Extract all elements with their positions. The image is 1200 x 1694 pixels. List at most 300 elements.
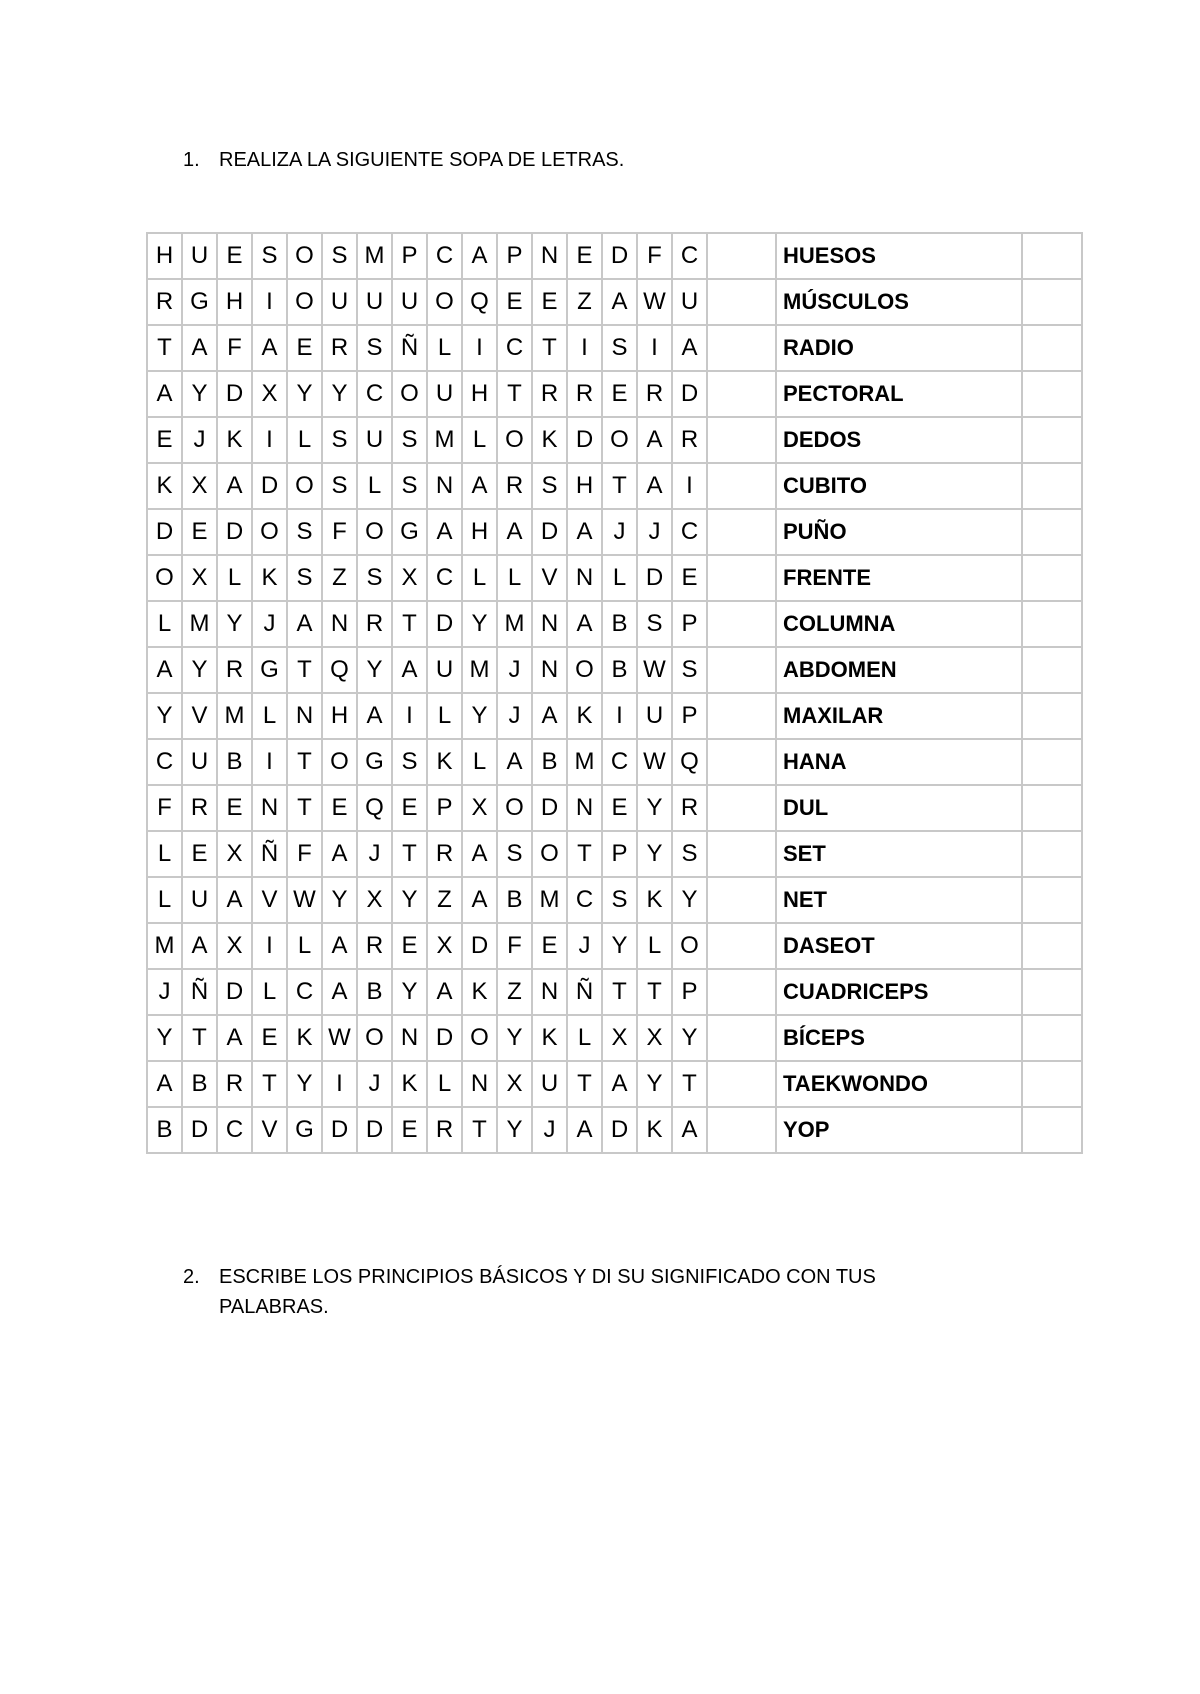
letter-cell: T xyxy=(637,969,672,1015)
letter-cell: B xyxy=(602,601,637,647)
letter-cell: E xyxy=(147,417,182,463)
letter-cell: Y xyxy=(637,1061,672,1107)
letter-cell: D xyxy=(147,509,182,555)
checkmark-cell[interactable] xyxy=(1022,463,1082,509)
letter-cell: L xyxy=(567,1015,602,1061)
letter-cell: K xyxy=(392,1061,427,1107)
word-list-item: CUADRICEPS xyxy=(776,969,1022,1015)
spacer-cell xyxy=(707,1015,776,1061)
checkmark-cell[interactable] xyxy=(1022,325,1082,371)
letter-cell: K xyxy=(567,693,602,739)
letter-cell: U xyxy=(532,1061,567,1107)
spacer-cell xyxy=(707,1107,776,1153)
letter-cell: Ñ xyxy=(182,969,217,1015)
letter-cell: T xyxy=(287,647,322,693)
word-list-item: MÚSCULOS xyxy=(776,279,1022,325)
letter-cell: Q xyxy=(672,739,707,785)
letter-cell: N xyxy=(567,785,602,831)
letter-cell: C xyxy=(672,233,707,279)
letter-cell: D xyxy=(322,1107,357,1153)
spacer-cell xyxy=(707,601,776,647)
checkmark-cell[interactable] xyxy=(1022,1061,1082,1107)
letter-cell: K xyxy=(637,1107,672,1153)
letter-cell: R xyxy=(672,785,707,831)
letter-cell: A xyxy=(567,601,602,647)
letter-cell: R xyxy=(637,371,672,417)
letter-cell: A xyxy=(637,417,672,463)
question-1-text: REALIZA LA SIGUIENTE SOPA DE LETRAS. xyxy=(219,149,625,171)
letter-cell: I xyxy=(462,325,497,371)
letter-cell: J xyxy=(497,647,532,693)
spacer-cell xyxy=(707,371,776,417)
letter-cell: S xyxy=(392,417,427,463)
letter-cell: X xyxy=(462,785,497,831)
letter-cell: Z xyxy=(497,969,532,1015)
letter-cell: A xyxy=(287,601,322,647)
letter-cell: E xyxy=(532,923,567,969)
letter-cell: K xyxy=(532,1015,567,1061)
letter-cell: V xyxy=(252,877,287,923)
spacer-cell xyxy=(707,325,776,371)
checkmark-cell[interactable] xyxy=(1022,969,1082,1015)
letter-cell: T xyxy=(532,325,567,371)
word-list-item: TAEKWONDO xyxy=(776,1061,1022,1107)
letter-cell: N xyxy=(427,463,462,509)
letter-cell: C xyxy=(217,1107,252,1153)
letter-cell: L xyxy=(462,555,497,601)
letter-cell: L xyxy=(637,923,672,969)
spacer-cell xyxy=(707,693,776,739)
letter-cell: C xyxy=(602,739,637,785)
letter-cell: L xyxy=(252,969,287,1015)
letter-cell: X xyxy=(497,1061,532,1107)
letter-cell: H xyxy=(217,279,252,325)
letter-cell: S xyxy=(287,509,322,555)
letter-cell: F xyxy=(637,233,672,279)
letter-cell: O xyxy=(357,1015,392,1061)
letter-cell: T xyxy=(392,831,427,877)
letter-cell: T xyxy=(567,831,602,877)
puzzle-row xyxy=(147,371,1082,417)
letter-cell: S xyxy=(252,233,287,279)
letter-cell: S xyxy=(357,555,392,601)
letter-cell: D xyxy=(567,417,602,463)
letter-cell: Y xyxy=(182,371,217,417)
letter-cell: W xyxy=(322,1015,357,1061)
letter-cell: A xyxy=(497,739,532,785)
letter-cell: R xyxy=(532,371,567,417)
letter-cell: Y xyxy=(287,1061,322,1107)
word-list-item: PECTORAL xyxy=(776,371,1022,417)
letter-cell: A xyxy=(427,509,462,555)
letter-cell: T xyxy=(602,463,637,509)
letter-cell: G xyxy=(252,647,287,693)
letter-cell: Y xyxy=(287,371,322,417)
letter-cell: T xyxy=(182,1015,217,1061)
letter-cell: X xyxy=(427,923,462,969)
letter-cell: G xyxy=(392,509,427,555)
letter-cell: L xyxy=(252,693,287,739)
question-1-number: 1. xyxy=(183,149,200,171)
letter-cell: D xyxy=(532,509,567,555)
letter-cell: I xyxy=(322,1061,357,1107)
puzzle-row xyxy=(147,279,1082,325)
spacer-cell xyxy=(707,923,776,969)
puzzle-row xyxy=(147,463,1082,509)
puzzle-row xyxy=(147,739,1082,785)
letter-cell: T xyxy=(497,371,532,417)
letter-cell: S xyxy=(357,325,392,371)
letter-cell: D xyxy=(532,785,567,831)
letter-cell: Y xyxy=(147,693,182,739)
letter-cell: Y xyxy=(672,1015,707,1061)
checkmark-cell[interactable] xyxy=(1022,509,1082,555)
letter-cell: A xyxy=(462,831,497,877)
letter-cell: D xyxy=(217,371,252,417)
letter-cell: J xyxy=(532,1107,567,1153)
letter-cell: Y xyxy=(462,601,497,647)
word-list-item: FRENTE xyxy=(776,555,1022,601)
letter-cell: Q xyxy=(322,647,357,693)
letter-cell: M xyxy=(462,647,497,693)
letter-cell: R xyxy=(147,279,182,325)
puzzle-row xyxy=(147,325,1082,371)
letter-cell: Y xyxy=(497,1107,532,1153)
letter-cell: T xyxy=(287,739,322,785)
letter-cell: B xyxy=(497,877,532,923)
letter-cell: Q xyxy=(357,785,392,831)
letter-cell: A xyxy=(567,509,602,555)
letter-cell: R xyxy=(182,785,217,831)
letter-cell: E xyxy=(497,279,532,325)
checkmark-cell[interactable] xyxy=(1022,233,1082,279)
letter-cell: J xyxy=(357,831,392,877)
letter-cell: A xyxy=(637,463,672,509)
letter-cell: A xyxy=(147,371,182,417)
letter-cell: L xyxy=(462,739,497,785)
letter-cell: Y xyxy=(602,923,637,969)
puzzle-row xyxy=(147,693,1082,739)
letter-cell: O xyxy=(497,785,532,831)
word-list-item: DASEOT xyxy=(776,923,1022,969)
letter-cell: X xyxy=(357,877,392,923)
letter-cell: C xyxy=(147,739,182,785)
puzzle-row xyxy=(147,969,1082,1015)
letter-cell: B xyxy=(217,739,252,785)
letter-cell: W xyxy=(637,279,672,325)
letter-cell: U xyxy=(427,371,462,417)
letter-cell: K xyxy=(462,969,497,1015)
letter-cell: S xyxy=(322,233,357,279)
letter-cell: X xyxy=(602,1015,637,1061)
word-list-item: HUESOS xyxy=(776,233,1022,279)
letter-cell: X xyxy=(217,923,252,969)
letter-cell: U xyxy=(182,877,217,923)
puzzle-row xyxy=(147,233,1082,279)
letter-cell: P xyxy=(602,831,637,877)
letter-cell: N xyxy=(252,785,287,831)
letter-cell: A xyxy=(462,233,497,279)
letter-cell: L xyxy=(147,831,182,877)
letter-cell: E xyxy=(252,1015,287,1061)
letter-cell: A xyxy=(462,463,497,509)
checkmark-cell[interactable] xyxy=(1022,693,1082,739)
letter-cell: S xyxy=(392,463,427,509)
letter-cell: P xyxy=(427,785,462,831)
letter-cell: E xyxy=(217,233,252,279)
letter-cell: U xyxy=(392,279,427,325)
letter-cell: I xyxy=(252,739,287,785)
puzzle-row xyxy=(147,601,1082,647)
letter-cell: K xyxy=(427,739,462,785)
letter-cell: U xyxy=(637,693,672,739)
letter-cell: L xyxy=(497,555,532,601)
letter-cell: A xyxy=(322,831,357,877)
letter-cell: X xyxy=(392,555,427,601)
letter-cell: M xyxy=(532,877,567,923)
checkmark-cell[interactable] xyxy=(1022,831,1082,877)
checkmark-cell[interactable] xyxy=(1022,739,1082,785)
spacer-cell xyxy=(707,509,776,555)
letter-cell: O xyxy=(567,647,602,693)
letter-cell: P xyxy=(672,969,707,1015)
letter-cell: E xyxy=(182,509,217,555)
letter-cell: K xyxy=(532,417,567,463)
letter-cell: X xyxy=(217,831,252,877)
letter-cell: K xyxy=(217,417,252,463)
letter-cell: L xyxy=(147,877,182,923)
letter-cell: V xyxy=(532,555,567,601)
letter-cell: O xyxy=(147,555,182,601)
letter-cell: B xyxy=(147,1107,182,1153)
letter-cell: J xyxy=(497,693,532,739)
letter-cell: Y xyxy=(392,877,427,923)
word-list-item: HANA xyxy=(776,739,1022,785)
checkmark-cell[interactable] xyxy=(1022,417,1082,463)
checkmark-cell[interactable] xyxy=(1022,647,1082,693)
checkmark-cell[interactable] xyxy=(1022,877,1082,923)
letter-cell: P xyxy=(672,693,707,739)
word-list-item: DUL xyxy=(776,785,1022,831)
letter-cell: O xyxy=(322,739,357,785)
letter-cell: X xyxy=(182,463,217,509)
letter-cell: O xyxy=(532,831,567,877)
letter-cell: H xyxy=(147,233,182,279)
checkmark-cell[interactable] xyxy=(1022,279,1082,325)
letter-cell: Y xyxy=(497,1015,532,1061)
checkmark-cell[interactable] xyxy=(1022,1107,1082,1153)
letter-cell: L xyxy=(217,555,252,601)
letter-cell: N xyxy=(532,647,567,693)
checkmark-cell[interactable] xyxy=(1022,785,1082,831)
letter-cell: J xyxy=(637,509,672,555)
word-list-item: CUBITO xyxy=(776,463,1022,509)
letter-cell: S xyxy=(602,877,637,923)
letter-cell: T xyxy=(462,1107,497,1153)
letter-cell: P xyxy=(672,601,707,647)
letter-cell: I xyxy=(392,693,427,739)
letter-cell: T xyxy=(672,1061,707,1107)
letter-cell: O xyxy=(602,417,637,463)
letter-cell: Y xyxy=(462,693,497,739)
letter-cell: Y xyxy=(392,969,427,1015)
letter-cell: C xyxy=(427,555,462,601)
word-list-item: DEDOS xyxy=(776,417,1022,463)
letter-cell: O xyxy=(252,509,287,555)
letter-cell: F xyxy=(147,785,182,831)
letter-cell: A xyxy=(567,1107,602,1153)
letter-cell: K xyxy=(252,555,287,601)
letter-cell: X xyxy=(182,555,217,601)
word-list-item: NET xyxy=(776,877,1022,923)
letter-cell: A xyxy=(602,279,637,325)
letter-cell: I xyxy=(567,325,602,371)
letter-cell: K xyxy=(147,463,182,509)
puzzle-row xyxy=(147,785,1082,831)
letter-cell: A xyxy=(672,325,707,371)
letter-cell: R xyxy=(497,463,532,509)
letter-cell: C xyxy=(357,371,392,417)
letter-cell: V xyxy=(252,1107,287,1153)
question-2-text: ESCRIBE LOS PRINCIPIOS BÁSICOS Y DI SU SIGNIFICADO CON TUS PALABRAS. xyxy=(219,1266,876,1318)
letter-cell: D xyxy=(217,969,252,1015)
letter-cell: N xyxy=(462,1061,497,1107)
letter-cell: P xyxy=(497,233,532,279)
letter-cell: E xyxy=(287,325,322,371)
letter-cell: E xyxy=(392,1107,427,1153)
puzzle-row xyxy=(147,647,1082,693)
letter-cell: B xyxy=(182,1061,217,1107)
letter-cell: S xyxy=(392,739,427,785)
puzzle-row xyxy=(147,1107,1082,1153)
letter-cell: Y xyxy=(217,601,252,647)
letter-cell: Y xyxy=(637,785,672,831)
letter-cell: J xyxy=(252,601,287,647)
letter-cell: T xyxy=(147,325,182,371)
letter-cell: H xyxy=(462,509,497,555)
letter-cell: S xyxy=(637,601,672,647)
letter-cell: D xyxy=(602,1107,637,1153)
letter-cell: Ñ xyxy=(392,325,427,371)
spacer-cell xyxy=(707,463,776,509)
letter-cell: Y xyxy=(637,831,672,877)
letter-cell: I xyxy=(252,923,287,969)
letter-cell: A xyxy=(217,1015,252,1061)
letter-cell: A xyxy=(602,1061,637,1107)
letter-cell: R xyxy=(427,831,462,877)
checkmark-cell[interactable] xyxy=(1022,923,1082,969)
letter-cell: N xyxy=(322,601,357,647)
word-list-item: ABDOMEN xyxy=(776,647,1022,693)
letter-cell: C xyxy=(497,325,532,371)
letter-cell: Y xyxy=(357,647,392,693)
letter-cell: K xyxy=(637,877,672,923)
letter-cell: D xyxy=(427,1015,462,1061)
checkmark-cell[interactable] xyxy=(1022,601,1082,647)
letter-cell: C xyxy=(427,233,462,279)
letter-cell: E xyxy=(392,923,427,969)
spacer-cell xyxy=(707,785,776,831)
letter-cell: L xyxy=(427,693,462,739)
letter-cell: K xyxy=(287,1015,322,1061)
checkmark-cell[interactable] xyxy=(1022,1015,1082,1061)
letter-cell: O xyxy=(427,279,462,325)
spacer-cell xyxy=(707,233,776,279)
letter-cell: M xyxy=(182,601,217,647)
letter-cell: U xyxy=(182,233,217,279)
letter-cell: I xyxy=(672,463,707,509)
letter-cell: M xyxy=(427,417,462,463)
letter-cell: T xyxy=(287,785,322,831)
letter-cell: S xyxy=(532,463,567,509)
letter-cell: Y xyxy=(182,647,217,693)
letter-cell: W xyxy=(637,739,672,785)
word-list-item: RADIO xyxy=(776,325,1022,371)
puzzle-row xyxy=(147,831,1082,877)
letter-cell: F xyxy=(322,509,357,555)
letter-cell: R xyxy=(217,1061,252,1107)
letter-cell: O xyxy=(392,371,427,417)
letter-cell: O xyxy=(497,417,532,463)
letter-cell: A xyxy=(532,693,567,739)
puzzle-row xyxy=(147,417,1082,463)
letter-cell: F xyxy=(287,831,322,877)
checkmark-cell[interactable] xyxy=(1022,371,1082,417)
letter-cell: D xyxy=(357,1107,392,1153)
letter-cell: N xyxy=(532,233,567,279)
letter-cell: A xyxy=(672,1107,707,1153)
letter-cell: A xyxy=(147,1061,182,1107)
letter-cell: A xyxy=(427,969,462,1015)
letter-cell: U xyxy=(322,279,357,325)
letter-cell: M xyxy=(217,693,252,739)
letter-cell: C xyxy=(672,509,707,555)
letter-cell: U xyxy=(427,647,462,693)
letter-cell: G xyxy=(182,279,217,325)
letter-cell: O xyxy=(672,923,707,969)
spacer-cell xyxy=(707,1061,776,1107)
word-list-item: BÍCEPS xyxy=(776,1015,1022,1061)
spacer-cell xyxy=(707,555,776,601)
letter-cell: T xyxy=(567,1061,602,1107)
letter-cell: L xyxy=(602,555,637,601)
letter-cell: N xyxy=(532,601,567,647)
letter-cell: B xyxy=(602,647,637,693)
letter-cell: D xyxy=(637,555,672,601)
letter-cell: A xyxy=(252,325,287,371)
letter-cell: J xyxy=(182,417,217,463)
spacer-cell xyxy=(707,739,776,785)
letter-cell: T xyxy=(392,601,427,647)
letter-cell: J xyxy=(357,1061,392,1107)
letter-cell: L xyxy=(462,417,497,463)
letter-cell: S xyxy=(287,555,322,601)
letter-cell: A xyxy=(357,693,392,739)
letter-cell: J xyxy=(567,923,602,969)
checkmark-cell[interactable] xyxy=(1022,555,1082,601)
letter-cell: T xyxy=(602,969,637,1015)
letter-cell: D xyxy=(182,1107,217,1153)
spacer-cell xyxy=(707,877,776,923)
letter-cell: D xyxy=(602,233,637,279)
word-search-table xyxy=(146,232,1083,1154)
letter-cell: O xyxy=(287,463,322,509)
letter-cell: A xyxy=(147,647,182,693)
letter-cell: R xyxy=(427,1107,462,1153)
letter-cell: I xyxy=(637,325,672,371)
spacer-cell xyxy=(707,969,776,1015)
word-list-item: MAXILAR xyxy=(776,693,1022,739)
